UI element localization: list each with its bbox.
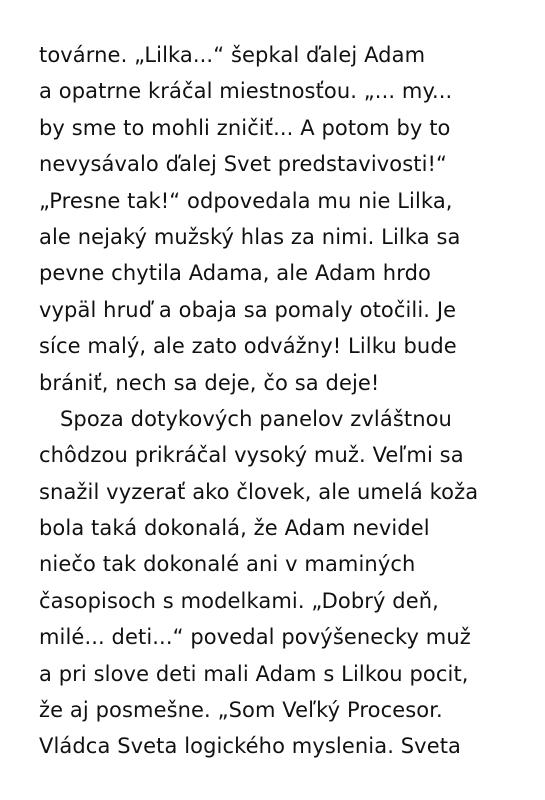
text-line: časopisoch s modelkami. „Dobrý deň, [39,588,439,613]
text-line: že aj posmešne. „Som Veľký Procesor. [39,698,443,723]
page-body-text [39,37,539,765]
text-line: nevysávalo ďalej Svet predstavivosti!“ [39,152,448,177]
text-line: a opatrne kráčal miestnosťou. „... my... [39,79,453,104]
text-line: niečo tak dokonalé ani v maminých [39,552,416,577]
text-line: bola taká dokonalá, že Adam nevidel [39,516,430,541]
text-line: továrne. „Lilka...“ šepkal ďalej Adam [39,43,426,67]
text-line: pevne chytila Adama, ale Adam hrdo [39,261,431,286]
text-line: vypäl hruď a obaja sa pomaly otočili. Je [39,297,457,322]
text-line-paragraph-start: Spoza dotykových panelov zvláštnou [60,406,452,431]
text-line: „Presne tak!“ odpovedala mu nie Lilka, [39,188,453,213]
text-line: milé... deti...“ povedal povýšenecky muž [39,625,471,650]
text-line: ale nejaký mužský hlas za nimi. Lilka sa [39,224,461,249]
text-line: a pri slove deti mali Adam s Lilkou pocit, [39,661,469,686]
text-line: Vládca Sveta logického myslenia. Sveta [39,734,462,759]
text-line: síce malý, ale zato odvážny! Lilku bude [39,334,457,359]
text-line: by sme to mohli zničiť... A potom by to [39,115,451,140]
text-line: snažil vyzerať ako človek, ale umelá koža [39,479,479,504]
text-line: brániť, nech sa deje, čo sa deje! [39,370,380,395]
text-line: chôdzou prikráčal vysoký muž. Veľmi sa [39,443,464,468]
